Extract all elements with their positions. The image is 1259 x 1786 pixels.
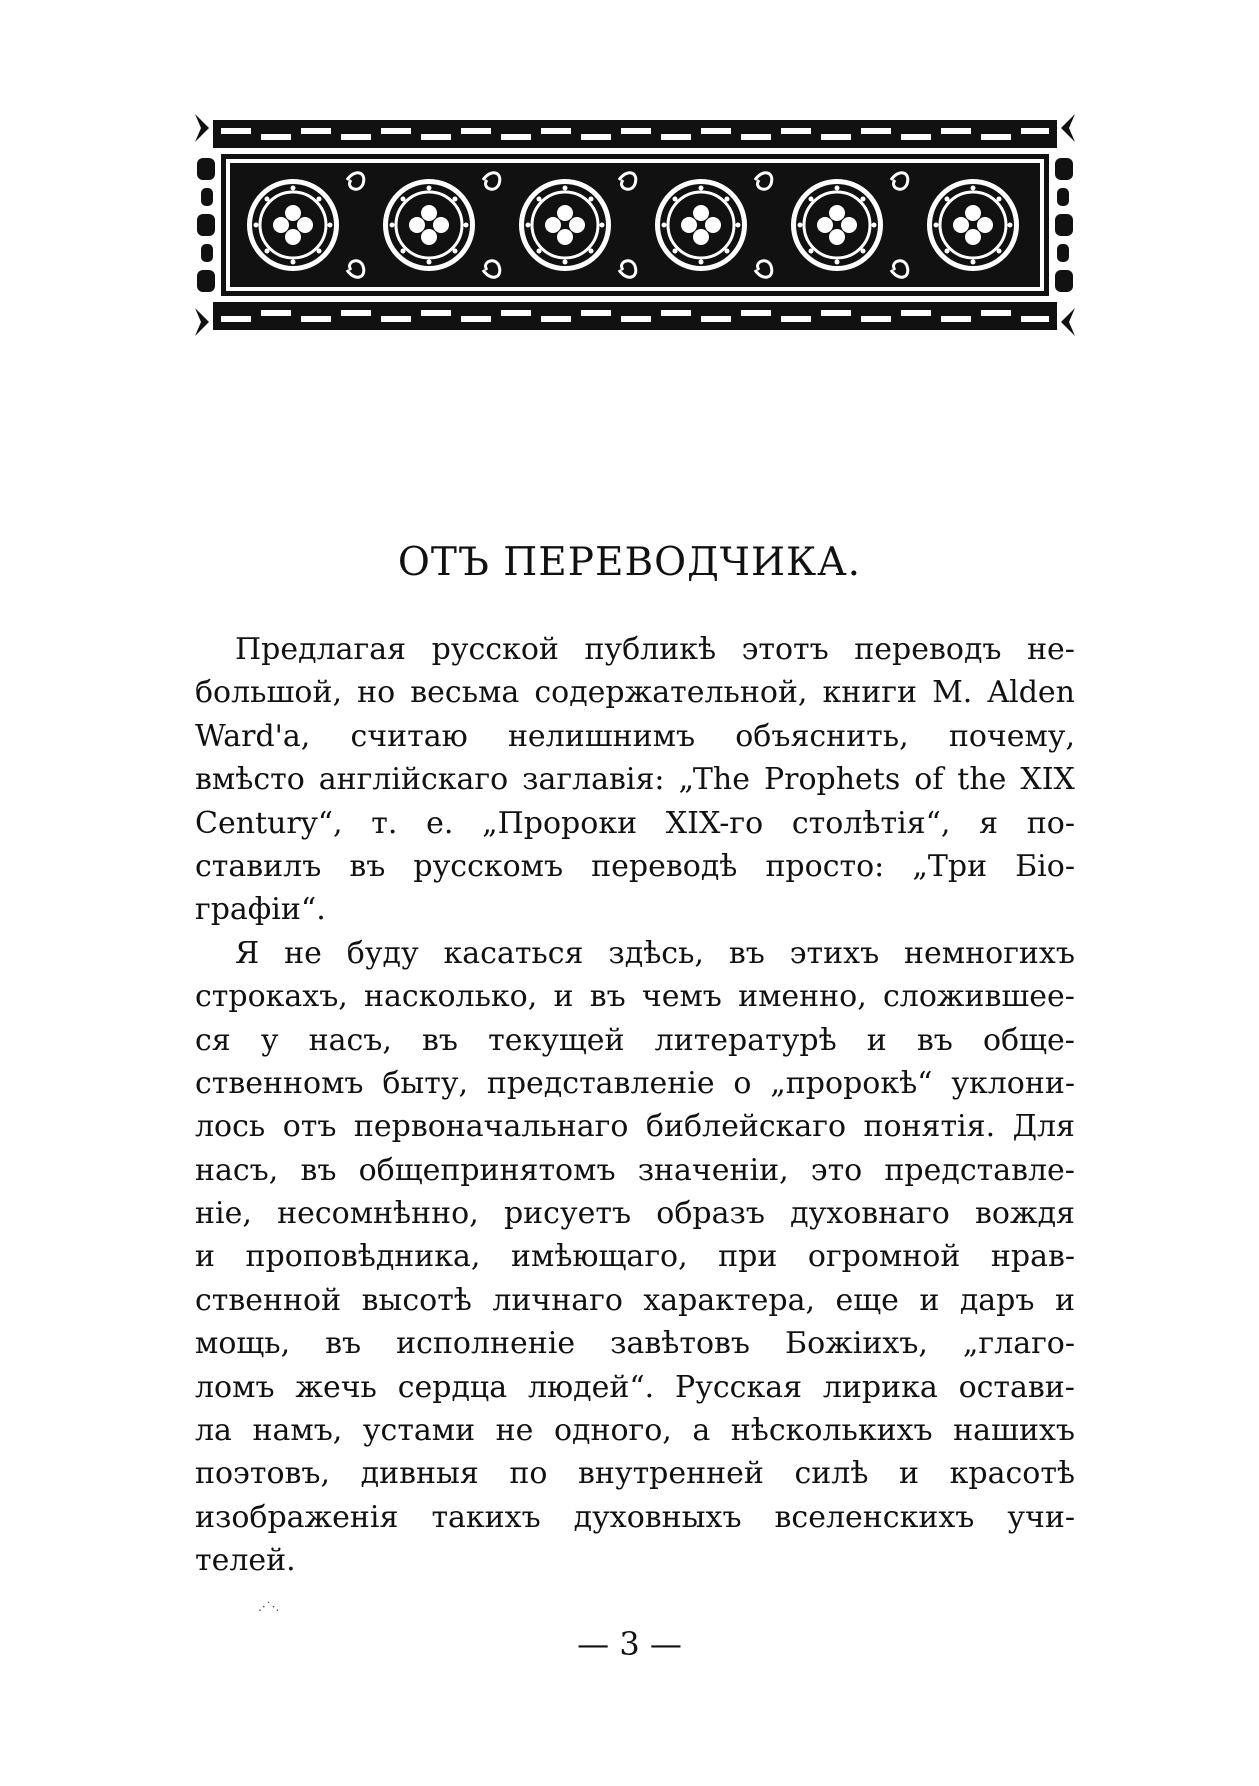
word: текущей: [488, 1022, 625, 1058]
word: „The: [678, 762, 751, 798]
word: „пророкѣ“: [770, 1065, 933, 1101]
word: ственной: [195, 1282, 342, 1318]
decorative-header-ornament: [195, 110, 1075, 340]
text-line: [195, 975, 1075, 1018]
word: мощь,: [195, 1326, 291, 1362]
word: внутренней: [578, 1456, 764, 1492]
word: публикѣ: [584, 632, 717, 667]
word: завѣтовъ: [610, 1326, 751, 1362]
word: этотъ: [741, 632, 829, 667]
word: Предлагая: [235, 632, 407, 667]
word: весьма: [410, 675, 520, 711]
word: у: [260, 1022, 279, 1058]
word: переводѣ: [591, 848, 738, 884]
text-line: [195, 1149, 1075, 1192]
word: XIX-го: [665, 805, 764, 841]
word: поэтовъ,: [195, 1456, 331, 1492]
word: по-: [1026, 805, 1075, 841]
paragraph: [195, 628, 1075, 932]
word: книги: [822, 675, 917, 711]
word: сложившее-: [882, 979, 1075, 1015]
word: это: [810, 1152, 863, 1188]
word: и: [899, 1456, 920, 1492]
word: почему,: [948, 718, 1075, 754]
text-line: [195, 628, 1075, 671]
text-line: [195, 1019, 1075, 1062]
word: M.: [932, 675, 973, 711]
word: образъ: [656, 1196, 765, 1232]
page-title: ОТЪ ПЕРЕВОДЧИКА.: [397, 540, 862, 585]
word: учи-: [1007, 1499, 1075, 1535]
word: ставилъ: [195, 848, 322, 884]
word: вселенскихъ: [774, 1499, 975, 1535]
word: представленіе: [486, 1065, 715, 1101]
word: вождя: [975, 1196, 1075, 1232]
word: и: [553, 979, 574, 1015]
word: немногихъ: [904, 935, 1075, 971]
word: проповѣдника,: [245, 1239, 481, 1275]
word: Century“,: [195, 805, 343, 841]
word: общепринятомъ: [358, 1152, 616, 1188]
word: насколько,: [364, 979, 538, 1015]
word: и: [1054, 1282, 1075, 1318]
word: отъ: [282, 1109, 337, 1145]
word: „глаго-: [962, 1326, 1075, 1362]
word: the: [957, 762, 1007, 798]
word: уклони-: [951, 1065, 1075, 1101]
word: заглавія:: [522, 762, 665, 798]
word: и: [866, 1022, 887, 1058]
word: но: [357, 675, 396, 711]
word: и: [919, 1282, 940, 1318]
word: я: [979, 805, 999, 841]
word: здѣсь,: [608, 935, 704, 971]
text-line: [195, 1062, 1075, 1105]
word: ломъ: [195, 1369, 275, 1405]
text-line: [195, 888, 1075, 931]
word: строкахъ,: [195, 979, 348, 1015]
word: чемъ: [641, 979, 722, 1015]
word: Ward'a,: [195, 718, 311, 754]
word: считаю: [350, 718, 468, 754]
text-line: [195, 1409, 1075, 1452]
word: XIX: [1020, 762, 1075, 798]
word: остави-: [958, 1369, 1075, 1405]
word: буду: [346, 935, 419, 971]
word: русской: [431, 632, 559, 667]
word: лось: [195, 1109, 266, 1145]
text-line: [195, 1192, 1075, 1235]
word: насъ,: [195, 1152, 279, 1188]
text-line: [195, 845, 1075, 888]
word: т.: [371, 805, 398, 841]
word: духовнаго: [790, 1196, 950, 1232]
word: дивныя: [360, 1456, 479, 1492]
word: въ: [728, 935, 765, 971]
word: первоначальнаго: [353, 1109, 629, 1145]
word: при: [718, 1239, 778, 1275]
word: силѣ: [794, 1456, 869, 1492]
word: огромной: [807, 1239, 961, 1275]
word: лирика: [822, 1369, 938, 1405]
word: нашихъ: [953, 1413, 1075, 1449]
word: ственномъ: [195, 1065, 364, 1101]
word: еще: [835, 1282, 899, 1318]
word: графіи“.: [195, 892, 326, 928]
word: Божіихъ,: [785, 1326, 928, 1362]
word: of: [914, 762, 944, 798]
word: телей.: [195, 1543, 296, 1579]
word: Alden: [987, 675, 1075, 711]
word: содержательной,: [534, 675, 808, 711]
text-line: [195, 1452, 1075, 1495]
word: рисуетъ: [503, 1196, 632, 1232]
word: представле-: [884, 1152, 1075, 1188]
word: въ: [349, 848, 386, 884]
word: Для: [1012, 1109, 1075, 1145]
word: духовныхъ: [573, 1499, 742, 1535]
word: Біо-: [1015, 848, 1075, 884]
word: нѣсколькихъ: [730, 1413, 933, 1449]
word: Я: [235, 935, 260, 971]
text-line: [195, 1235, 1075, 1278]
word: людей“.: [527, 1369, 655, 1405]
text-line: [195, 1105, 1075, 1148]
text-line: [195, 1322, 1075, 1365]
word: личнаго: [492, 1282, 623, 1318]
word: даръ: [959, 1282, 1035, 1318]
word: обще-: [983, 1022, 1075, 1058]
word: въ: [916, 1022, 953, 1058]
word: намъ,: [252, 1413, 343, 1449]
word: нелишнимъ: [507, 718, 696, 754]
word: столѣтія“,: [791, 805, 951, 841]
word: ся: [195, 1022, 231, 1058]
translator-preface-text: [195, 628, 1075, 1583]
word: въ: [325, 1326, 362, 1362]
word: Prophets: [763, 762, 901, 798]
word: высотѣ: [361, 1282, 472, 1318]
word: русскомъ: [413, 848, 564, 884]
word: „Три: [912, 848, 988, 884]
word: устами: [362, 1413, 476, 1449]
word: характера,: [643, 1282, 815, 1318]
word: ніе,: [195, 1196, 252, 1232]
ink-speck: .·˙·.: [258, 1600, 280, 1614]
word: не-: [1027, 632, 1075, 667]
paragraph: [195, 932, 1075, 1583]
word: именно,: [738, 979, 867, 1015]
word: большой,: [195, 675, 342, 711]
text-line: [195, 1366, 1075, 1409]
word: о: [733, 1065, 752, 1101]
word: изображенія: [195, 1499, 399, 1535]
word: не: [495, 1413, 534, 1449]
word: нрав-: [990, 1239, 1075, 1275]
word: а: [692, 1413, 711, 1449]
word: въ: [422, 1022, 459, 1058]
text-line: [195, 932, 1075, 975]
word: жечь: [295, 1369, 377, 1405]
word: переводъ: [854, 632, 1002, 667]
word: литературѣ: [654, 1022, 837, 1058]
word: просто:: [765, 848, 885, 884]
word: сердца: [397, 1369, 508, 1405]
word: въ: [589, 979, 626, 1015]
word: насъ,: [308, 1022, 392, 1058]
word: библейскаго: [645, 1109, 847, 1145]
page-number: — 3 —: [577, 1625, 682, 1663]
word: вмѣсто: [195, 762, 305, 798]
text-line: [195, 758, 1075, 801]
word: исполненіе: [396, 1326, 576, 1362]
word: несомнѣнно,: [277, 1196, 479, 1232]
text-line: [195, 671, 1075, 714]
word: этихъ: [789, 935, 880, 971]
word: англійскаго: [318, 762, 509, 798]
text-line: [195, 1539, 1075, 1582]
word: не: [284, 935, 322, 971]
word: и: [195, 1239, 215, 1275]
word: Русская: [675, 1369, 803, 1405]
word: объяснить,: [735, 718, 909, 754]
word: „Пророки: [482, 805, 638, 841]
text-line: [195, 802, 1075, 845]
word: одного,: [553, 1413, 672, 1449]
text-line: [195, 1279, 1075, 1322]
word: быту,: [382, 1065, 469, 1101]
word: имѣющаго,: [511, 1239, 688, 1275]
word: понятія.: [863, 1109, 996, 1145]
word: касаться: [443, 935, 584, 971]
word: значеніи,: [637, 1152, 789, 1188]
word: е.: [426, 805, 454, 841]
word: ла: [195, 1413, 232, 1449]
word: въ: [300, 1152, 337, 1188]
text-line: [195, 1496, 1075, 1539]
word: по: [509, 1456, 548, 1492]
text-line: [195, 715, 1075, 758]
word: такихъ: [431, 1499, 541, 1535]
word: красотѣ: [949, 1456, 1075, 1492]
